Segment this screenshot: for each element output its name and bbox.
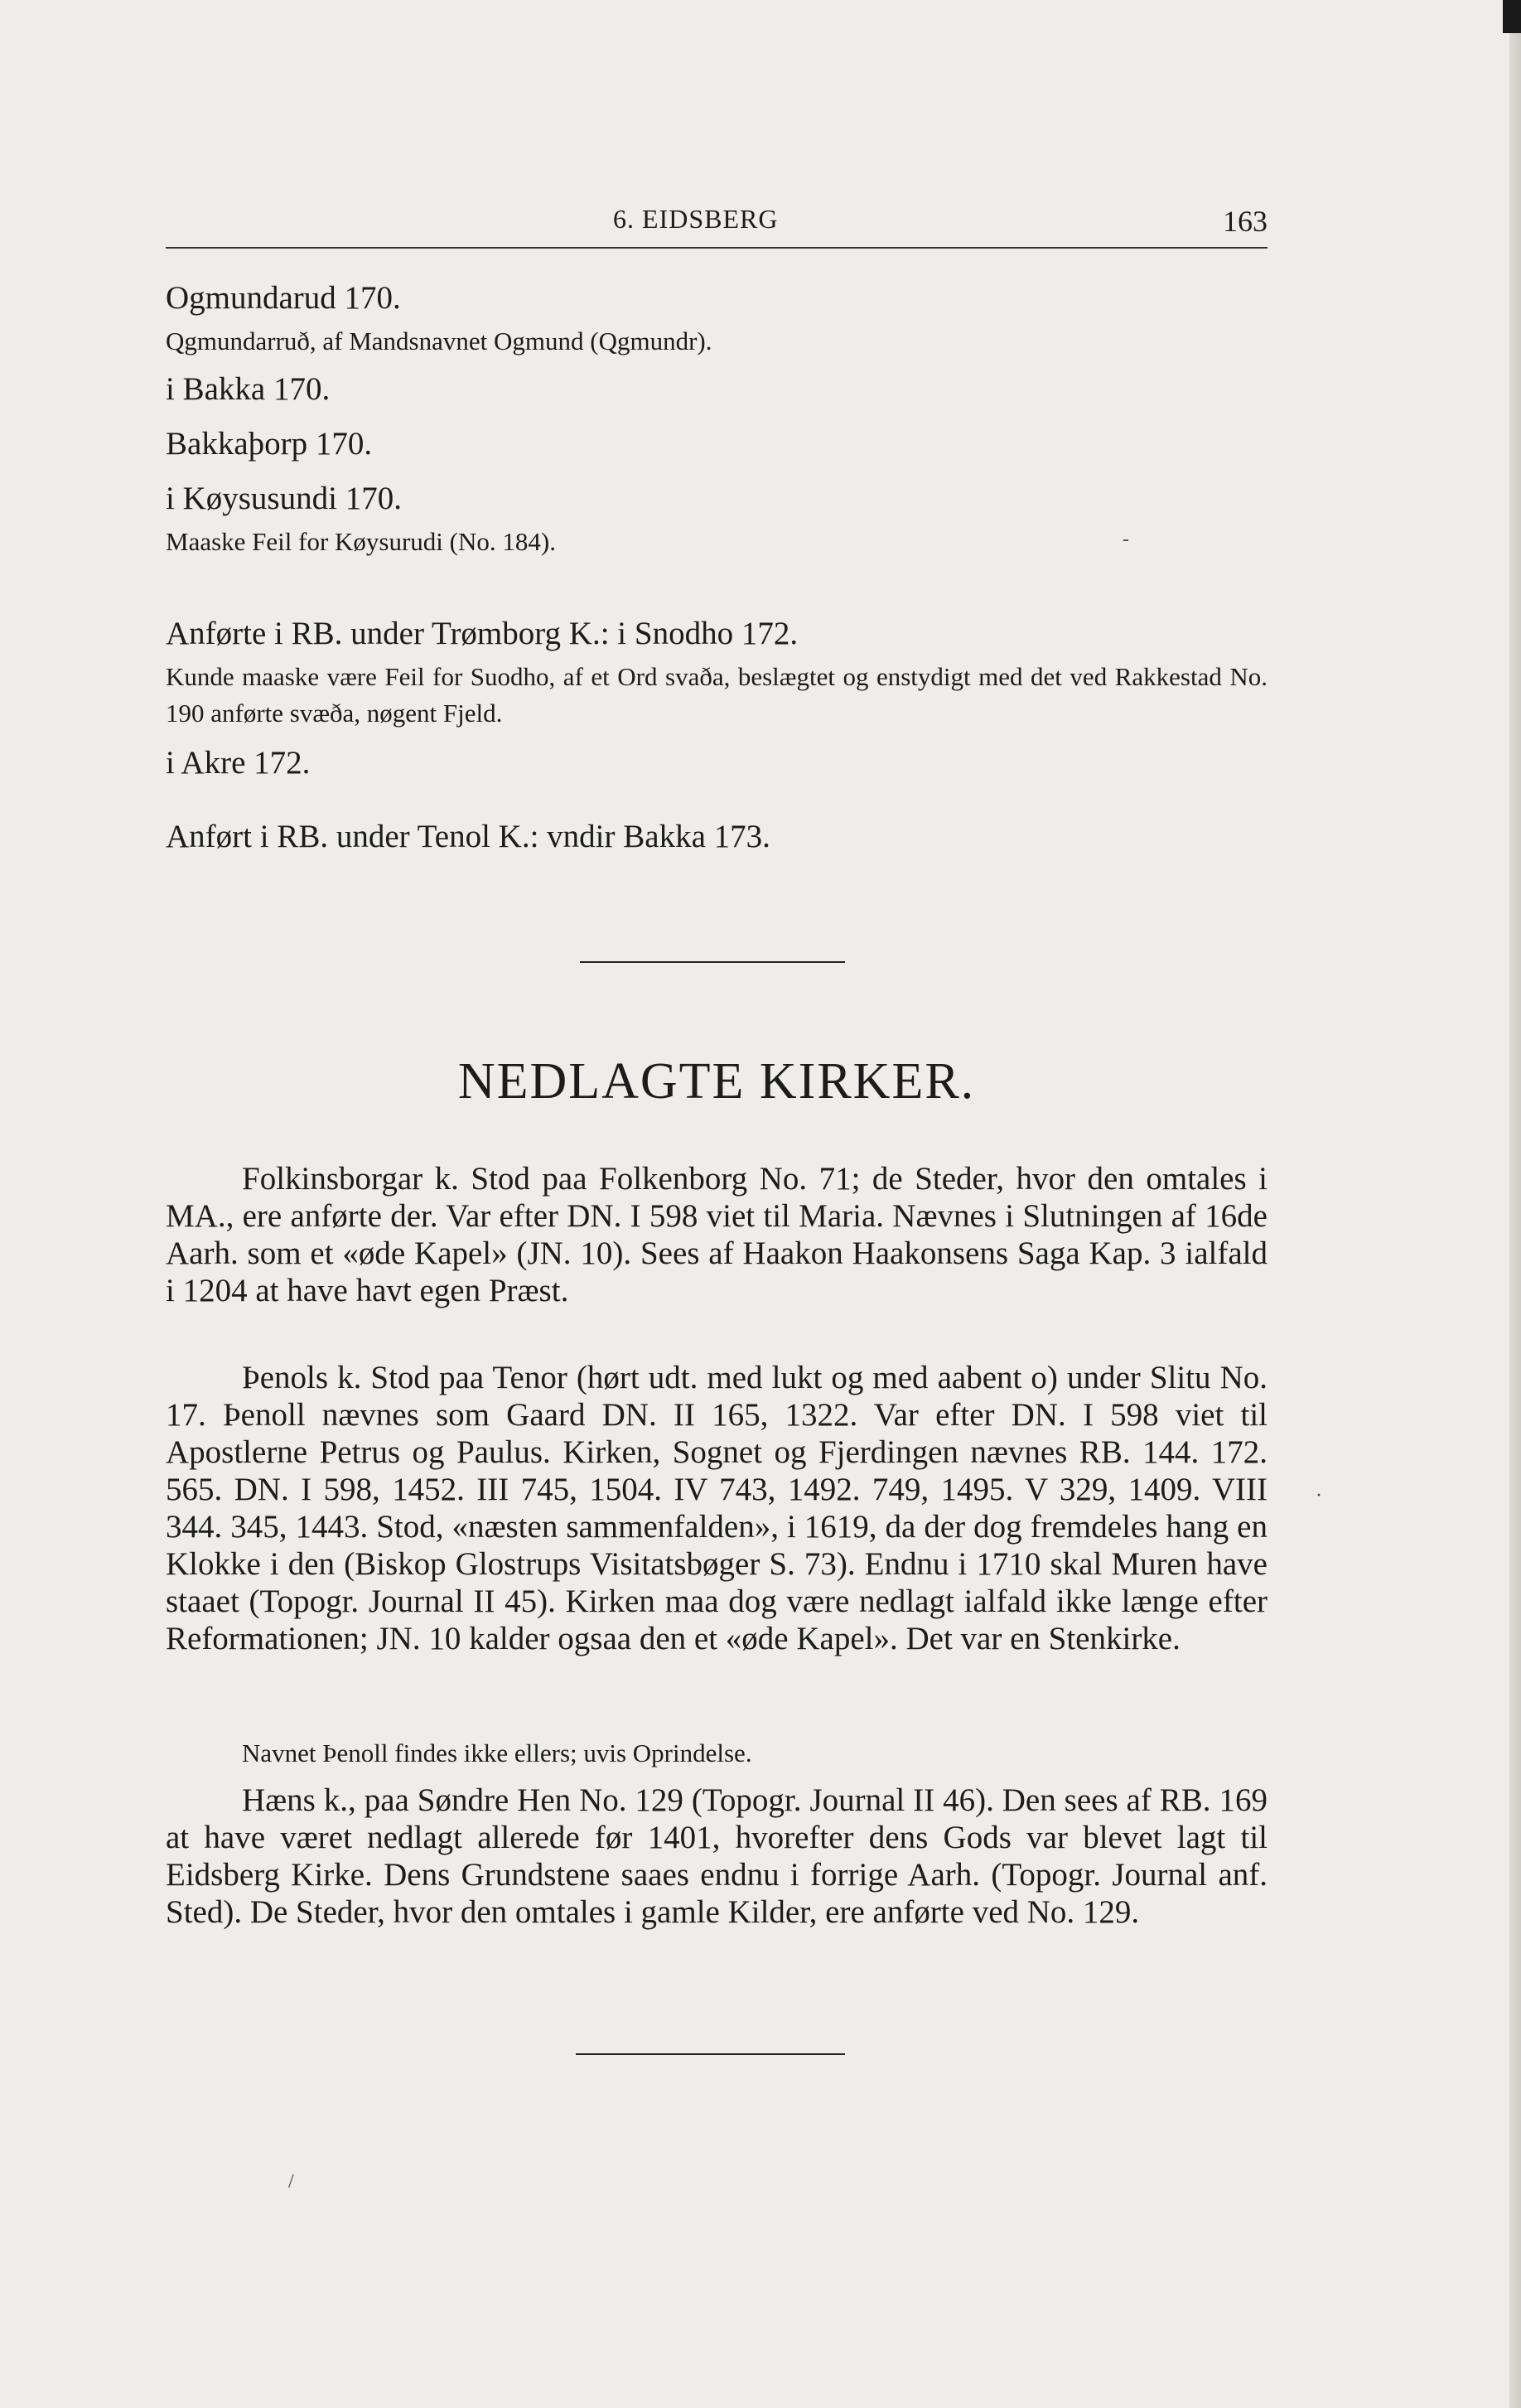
entry-line: i Køysusundi 170. [166, 481, 402, 516]
entry-line: i Akre 172. [166, 745, 311, 781]
end-divider [576, 2053, 845, 2055]
pencil-mark-icon: / [288, 2171, 294, 2193]
entry-line: i Bakka 170. [166, 371, 331, 407]
running-header [166, 204, 1268, 254]
header-rule [166, 247, 1268, 249]
section-divider [580, 961, 845, 963]
church-paragraph-haens: Hæns k., paa Søndre Hen No. 129 (Topogr. Journal II 46). Den sees af RB. 169 at have været nedlagt allerede før 1401, hvorefter dens Gods var blevet lagt til Eidsberg Kirke. Dens Grundstene saaes endnu i forrige Aarh. (Topogr. Journal anf. Sted). De Steder, hvor den omtales i gamle Kilder, ere anførte ved No. 129. [166, 1782, 1268, 1930]
entry-line: Ogmundarud 170. [166, 280, 401, 316]
name-entries-top [166, 273, 1268, 560]
entry-note: Kunde maaske være Feil for Suodho, af et Ord svaða, beslægtet og enstydigt med det ved Rakkestad No. 190 anførte svæða, nøgent Fjeld. [166, 662, 1268, 728]
running-title: 6. EIDSBERG [613, 204, 779, 234]
church-paragraph-thenols: Þenols k. Stod paa Tenor (hørt udt. med lukt og med aabent o) under Slitu No. 17. Þenoll nævnes som Gaard DN. II 165, 1322. Var efter DN. I 598 viet til Apostlerne Petrus og Paulus. Kirken, Sognet og Fjerdingen nævnes RB. 144. 172. 565. DN. I 598, 1452. III 745, 1504. IV 743, 1492. 749, 1495. V 329, 1409. VIII 344. 345, 1443. Stod, «næsten sammenfalden», i 1619, da der dog fremdeles hang en Klokke i den (Biskop Glostrups Visitatsbøger S. 73). Endnu i 1710 skal Muren have staaet (Topogr. Journal II 45). Kirken maa dog være nedlagt ialfald ikke længe efter Reformationen; JN. 10 kalder ogsaa den et «øde Kapel». Det var en Stenkirke. [166, 1360, 1268, 1656]
entry-line: Anførte i RB. under Trømborg K.: i Snodho 172. [166, 616, 799, 651]
entry-line: Bakkaþorp 170. [166, 426, 373, 462]
name-entry-last [166, 812, 1268, 862]
entry-note: Qgmundarruð, af Mandsnavnet Ogmund (Qgmundr). [166, 326, 712, 355]
church-name-note: Navnet Þenoll findes ikke ellers; uvis Oprindelse. [242, 1738, 752, 1767]
name-entries-mid [166, 609, 1268, 788]
page-corner-mark [1503, 0, 1521, 33]
section-heading: NEDLAGTE KIRKER. [457, 1053, 976, 1110]
dash-mark-icon: - [1123, 529, 1129, 550]
church-paragraph-folkinsborgar: Folkinsborgar k. Stod paa Folkenborg No. 71; de Steder, hvor den omtales i MA., ere anførte der. Var efter DN. I 598 viet til Maria. Nævnes i Slutningen af 16de Aarh. som et «øde Kapel» (JN. 10). Sees af Haakon Haakonsens Saga Kap. 3 ialfald i 1204 at have havt egen Præst. [166, 1161, 1268, 1308]
entry-note: Maaske Feil for Køysurudi (No. 184). [166, 527, 556, 556]
dot-mark-icon: · [1316, 1485, 1322, 1506]
page-edge [1509, 0, 1521, 2408]
entry-line: Anført i RB. under Tenol K.: vndir Bakka 173. [166, 819, 770, 854]
page-number: 163 [1223, 205, 1268, 238]
